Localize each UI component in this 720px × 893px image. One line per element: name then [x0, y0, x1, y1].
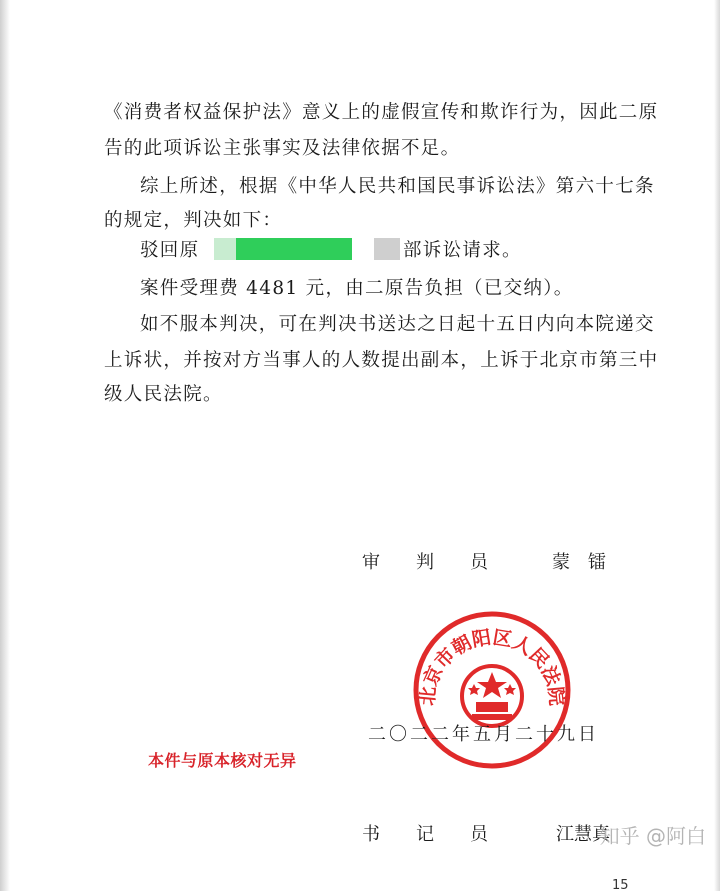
- page-number: 15: [612, 878, 629, 893]
- paragraph-line: 的规定，判决如下：: [104, 210, 283, 231]
- redaction-block: [374, 238, 400, 260]
- verdict-line-start: 驳回原: [140, 240, 200, 261]
- paragraph-line: 案件受理费 4481 元，由二原告负担（已交纳）。: [140, 278, 574, 299]
- redaction-block: [214, 238, 236, 260]
- paragraph-line: 综上所述，根据《中华人民共和国民事诉讼法》第六十七条: [140, 176, 655, 197]
- paragraph-line: 级人民法院。: [104, 384, 223, 405]
- judge-title: 审 判 员: [362, 552, 488, 573]
- clerk-title: 书 记 员: [362, 824, 488, 845]
- paragraph-line: 《消费者权益保护法》意义上的虚假宣传和欺诈行为，因此二原: [104, 102, 659, 123]
- court-seal: [412, 610, 572, 770]
- judge-name: 蒙 镭: [552, 552, 606, 573]
- verdict-line-end: 部诉讼请求。: [403, 240, 522, 261]
- page-edge-shadow-right: [714, 0, 720, 891]
- certification-stamp: 本件与原本核对无异: [148, 751, 297, 770]
- redaction-block: [236, 238, 352, 260]
- clerk-name: 江慧真: [556, 824, 610, 845]
- national-emblem-icon: [462, 666, 522, 726]
- seal-text: 北京市朝阳区人民法院: [416, 626, 568, 707]
- paragraph-line: 上诉状，并按对方当事人的人数提出副本，上诉于北京市第三中: [104, 350, 659, 371]
- paragraph-line: 如不服本判决，可在判决书送达之日起十五日内向本院递交: [140, 314, 655, 335]
- paragraph-line: 告的此项诉讼主张事实及法律依据不足。: [104, 138, 461, 159]
- judgment-date: 二〇二二年五月二十九日: [368, 724, 599, 745]
- page-edge-shadow: [0, 0, 10, 891]
- zhihu-watermark: 知乎 @阿白: [599, 824, 706, 848]
